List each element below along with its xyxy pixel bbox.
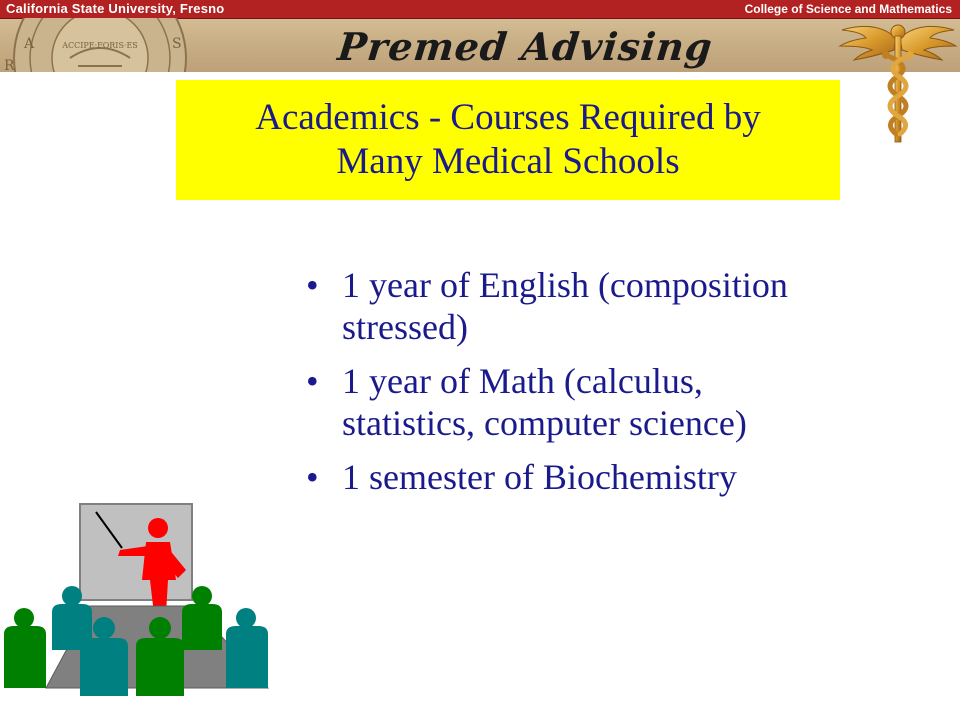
- bullet-text: 1 year of Math (calculus,: [342, 361, 703, 401]
- bullet-list: [300, 264, 940, 510]
- banner-title: Premed Advising: [335, 24, 715, 69]
- banner-top-bar: [0, 0, 960, 19]
- slide-title-box: [176, 80, 840, 200]
- bullet-marker: •: [306, 361, 319, 401]
- slide-title-line-2: Many Medical Schools: [336, 141, 680, 182]
- header-banner: [0, 0, 960, 72]
- bullet-text: 1 year of English (composition: [342, 265, 788, 305]
- bullet-text: 1 semester of Biochemistry: [342, 457, 737, 497]
- presenter-meeting-icon: [0, 500, 280, 720]
- svg-text:A: A: [24, 36, 35, 52]
- seal-motto: ACCIPE·FORIS·ES: [62, 41, 138, 50]
- slide-title-line-1: Academics - Courses Required by: [255, 97, 761, 138]
- bullet-text: stressed): [342, 307, 468, 347]
- bullet-marker: •: [306, 265, 319, 305]
- bullet-marker: •: [306, 457, 319, 497]
- svg-text:R: R: [4, 58, 15, 72]
- university-name: California State University, Fresno: [6, 1, 225, 16]
- university-seal-icon: [0, 18, 200, 72]
- caduceus-icon: [836, 10, 960, 146]
- bullet-item: [300, 264, 940, 348]
- bullet-text: statistics, computer science): [342, 403, 747, 443]
- bullet-item: [300, 360, 940, 444]
- svg-text:S: S: [172, 36, 182, 52]
- college-name: College of Science and Mathematics: [744, 2, 952, 16]
- bullet-item: [300, 456, 940, 498]
